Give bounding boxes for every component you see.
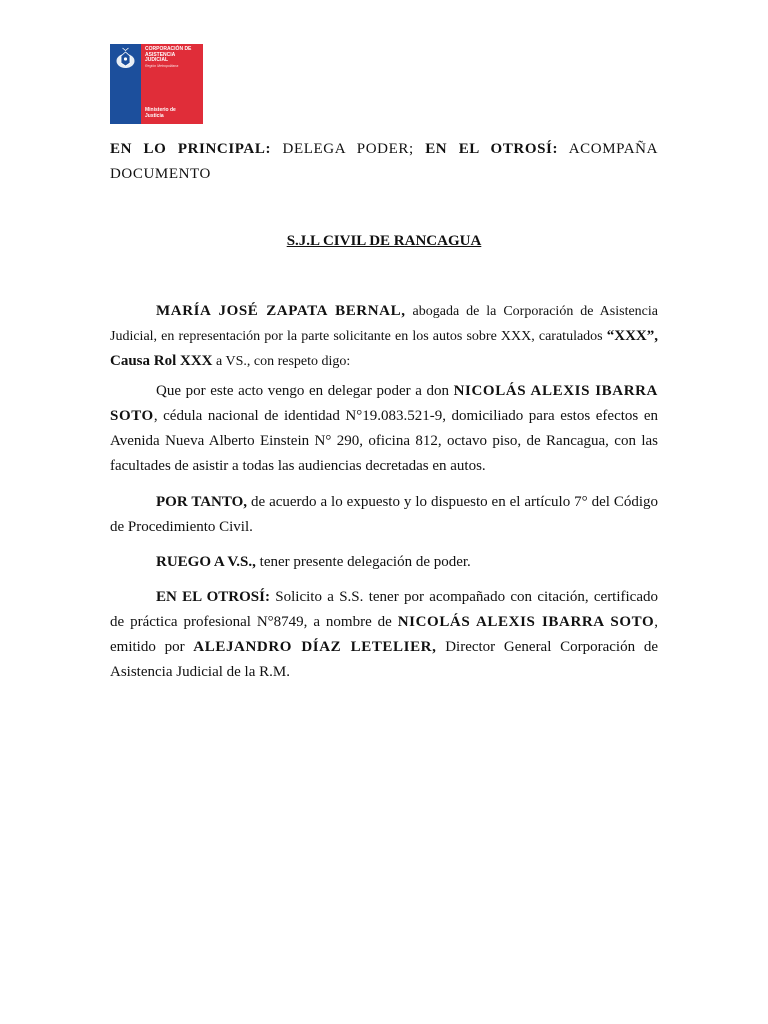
logo-ministry-line2: Justicia bbox=[145, 112, 164, 119]
logo-line3: JUDICIAL bbox=[145, 57, 169, 63]
heading-label-otrosi: EN EL OTROSÍ: bbox=[425, 141, 559, 157]
intro-text-end: a VS., con respeto digo: bbox=[212, 354, 351, 369]
paragraph-otrosi bbox=[110, 585, 658, 685]
otrosi-text-3: Director General Corporación de Asistencia Judicial de la R.M. bbox=[110, 639, 658, 680]
intro-text: abogada de la Corporación de Asistencia Judicial, en representación por la parte solicitante en los autos sobre XXX, caratulados bbox=[110, 304, 658, 344]
paragraph-introduction bbox=[110, 299, 658, 374]
paragraph-ruego bbox=[110, 550, 658, 575]
heading-label-principal: EN LO PRINCIPAL: bbox=[110, 141, 272, 157]
logo-ministry bbox=[145, 108, 176, 119]
otrosi-text-2: , emitido por bbox=[110, 614, 658, 655]
delegation-text: Que por este acto vengo en delegar poder a don bbox=[156, 383, 454, 399]
heading-text-principal: DELEGA PODER; bbox=[271, 141, 426, 157]
director-name: ALEJANDRO DÍAZ LETELIER, bbox=[193, 639, 437, 655]
attorney-name: MARÍA JOSÉ ZAPATA BERNAL, bbox=[156, 303, 406, 319]
otrosi-text: Solicito a S.S. tener por acompañado con citación, certificado de práctica profesional N°8749, a nombre de bbox=[110, 589, 658, 630]
ruego-label: RUEGO A V.S., bbox=[156, 554, 256, 570]
document-heading bbox=[110, 137, 658, 187]
court-title: S.J.L CIVIL DE RANCAGUA bbox=[286, 233, 482, 249]
paragraph-delegation bbox=[110, 379, 658, 479]
por-tanto-label: POR TANTO, bbox=[156, 494, 248, 510]
logo-line2: ASISTENCIA bbox=[145, 51, 176, 58]
delegate-name: NICOLÁS ALEXIS IBARRA SOTO bbox=[110, 383, 658, 424]
certificate-holder-name: NICOLÁS ALEXIS IBARRA SOTO bbox=[397, 614, 655, 630]
delegation-details: , cédula nacional de identidad N°19.083.521-9, domiciliado para estos efectos en Avenida Nueva Alberto Einstein N° 290, oficina 812, octavo piso, de Rancagua, con las facultades de asistir a todas las audiencias decretadas en autos. bbox=[110, 408, 658, 474]
case-caratula: “XXX”, Causa Rol XXX bbox=[110, 328, 658, 369]
ruego-text: tener presente delegación de poder. bbox=[255, 554, 471, 570]
otrosi-label: EN EL OTROSÍ: bbox=[156, 589, 270, 605]
logo-region: Región Metropolitana bbox=[145, 64, 179, 68]
logo-institution-name bbox=[145, 47, 203, 64]
heading-text-otrosi: ACOMPAÑA DOCUMENTO bbox=[110, 141, 659, 182]
paragraph-por-tanto bbox=[110, 490, 658, 540]
logo-ministry-line1: Ministerio de bbox=[145, 107, 176, 113]
coat-of-arms-icon bbox=[110, 44, 141, 74]
logo-line1: CORPORACIÓN DE bbox=[145, 46, 192, 52]
logo-red-panel bbox=[141, 44, 203, 124]
por-tanto-text: de acuerdo a lo expuesto y lo dispuesto en el artículo 7° del Código de Procedimiento Civil. bbox=[110, 494, 658, 535]
